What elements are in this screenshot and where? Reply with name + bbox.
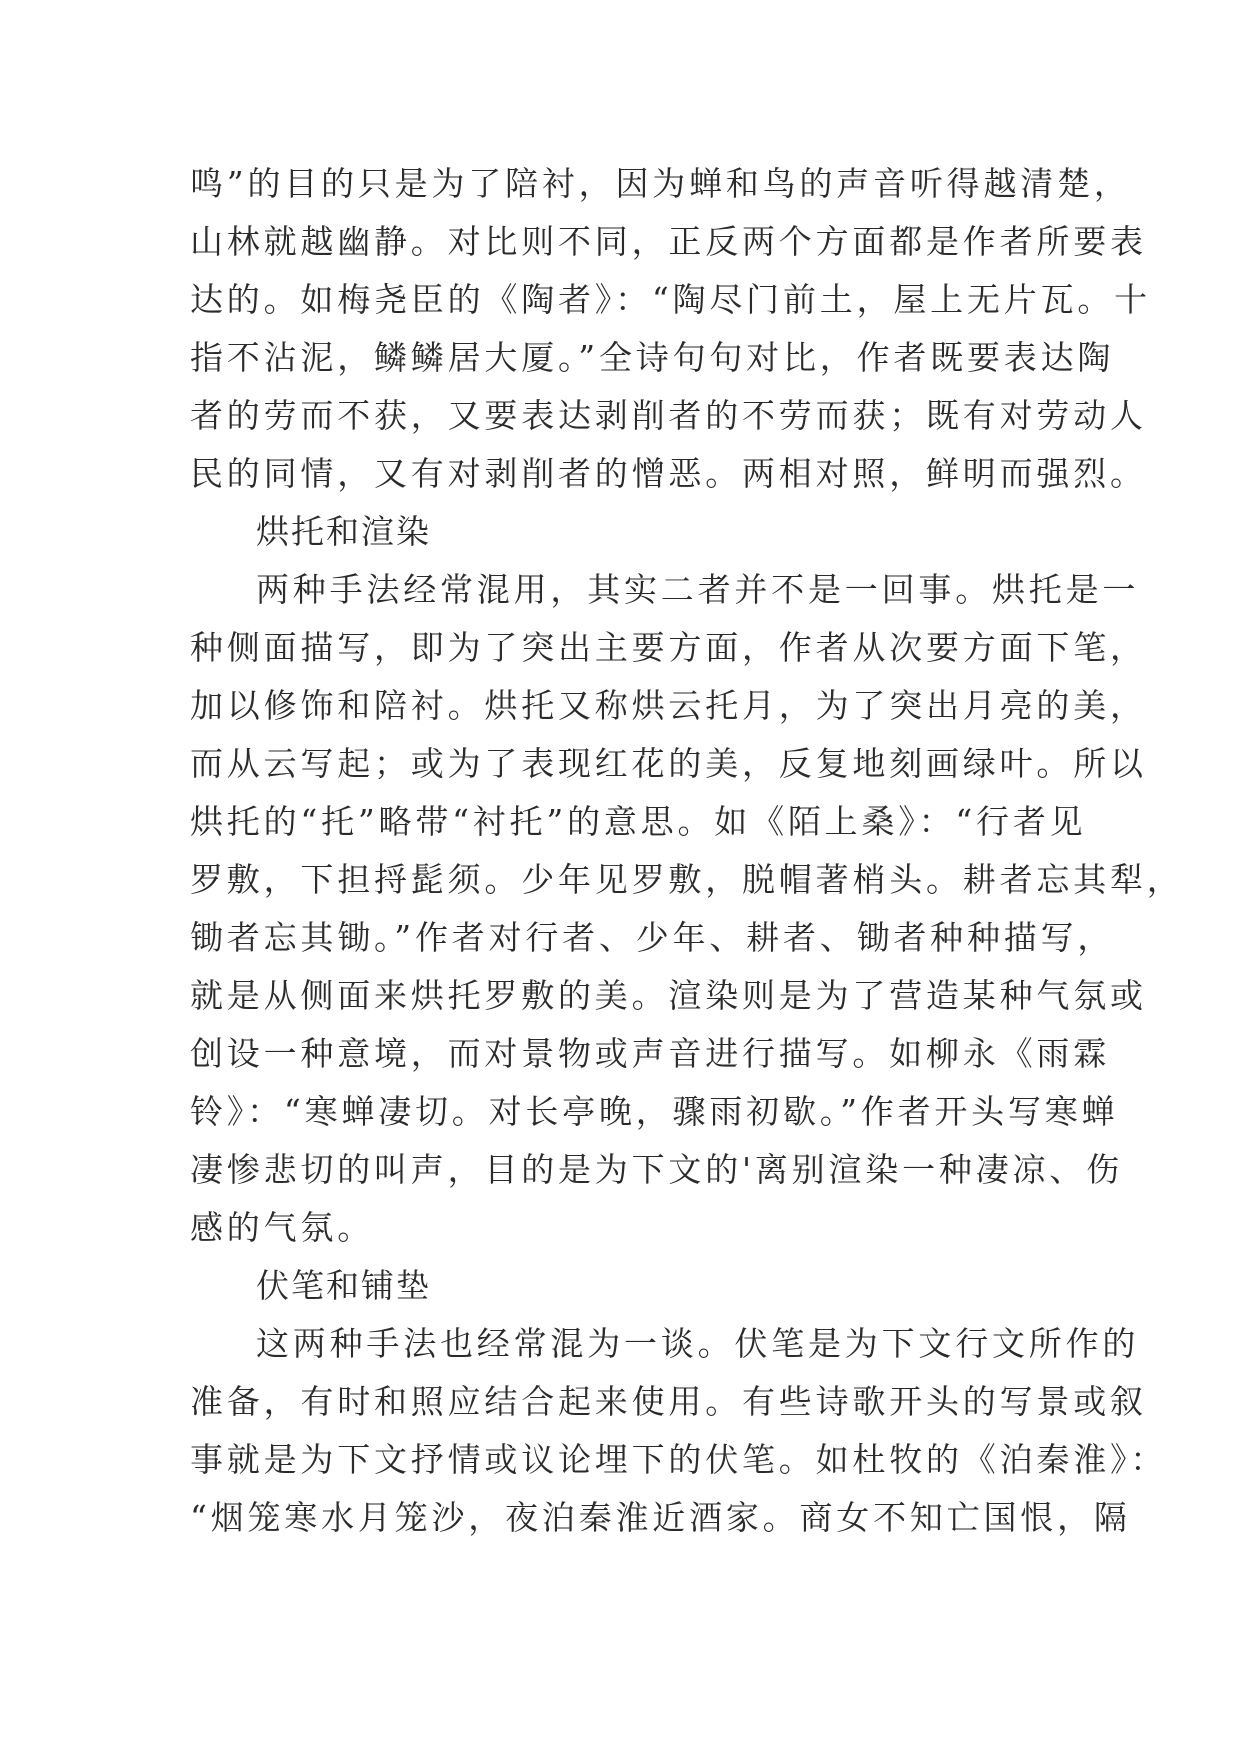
text-line: 烘托的“托”略带“衬托”的意思。如《陌上桑》：“行者见 bbox=[190, 802, 1087, 841]
section-heading: 烘托和渲染 bbox=[256, 512, 431, 551]
text-line: 山林就越幽静。对比则不同，正反两个方面都是作者所要表 bbox=[190, 222, 1147, 261]
text-line: 而从云写起；或为了表现红花的美，反复地刻画绿叶。所以 bbox=[190, 744, 1147, 783]
text-line: 种侧面描写，即为了突出主要方面，作者从次要方面下笔， bbox=[190, 628, 1147, 667]
text-line: 创设一种意境，而对景物或声音进行描写。如柳永《雨霖 bbox=[190, 1034, 1110, 1073]
text-line: 这两种手法也经常混为一谈。伏笔是为下文行文所作的 bbox=[256, 1324, 1140, 1363]
text-line: 罗敷，下担捋髭须。少年见罗敷，脱帽著梢头。耕者忘其犁， bbox=[190, 860, 1184, 899]
text-line: 事就是为下文抒情或议论埋下的伏笔。如杜牧的《泊秦淮》： bbox=[190, 1440, 1168, 1479]
text-line: 感的气氛。 bbox=[190, 1208, 374, 1247]
text-line: 就是从侧面来烘托罗敷的美。渲染则是为了营造某种气氛或 bbox=[190, 976, 1147, 1015]
text-line: 者的劳而不获，又要表达剥削者的不劳而获；既有对劳动人 bbox=[190, 396, 1147, 435]
text-line: 达的。如梅尧臣的《陶者》：“陶尽门前土，屋上无片瓦。十 bbox=[190, 280, 1151, 319]
body-text bbox=[190, 155, 1184, 1547]
text-line: “烟笼寒水月笼沙，夜泊秦淮近酒家。商女不知亡国恨，隔 bbox=[190, 1498, 1131, 1537]
text-line: 凄惨悲切的叫声，目的是为下文的'离别渲染一种凄凉、伤 bbox=[190, 1150, 1123, 1189]
text-line: 锄者忘其锄。”作者对行者、少年、耕者、锄者种种描写， bbox=[190, 918, 1115, 957]
text-line: 加以修饰和陪衬。烘托又称烘云托月，为了突出月亮的美， bbox=[190, 686, 1147, 725]
text-line: 民的同情，又有对剥削者的憎恶。两相对照，鲜明而强烈。 bbox=[190, 454, 1147, 493]
text-line: 两种手法经常混用，其实二者并不是一回事。烘托是一 bbox=[256, 570, 1140, 609]
text-line: 鸣”的目的只是为了陪衬，因为蝉和鸟的声音听得越清楚， bbox=[190, 164, 1131, 203]
section-heading: 伏笔和铺垫 bbox=[256, 1266, 431, 1305]
text-line: 铃》：“寒蝉凄切。对长亭晚，骤雨初歇。”作者开头写寒蝉 bbox=[190, 1092, 1119, 1131]
text-line: 指不沾泥，鳞鳞居大厦。”全诗句句对比，作者既要表达陶 bbox=[190, 338, 1115, 377]
text-line: 准备，有时和照应结合起来使用。有些诗歌开头的写景或叙 bbox=[190, 1382, 1147, 1421]
